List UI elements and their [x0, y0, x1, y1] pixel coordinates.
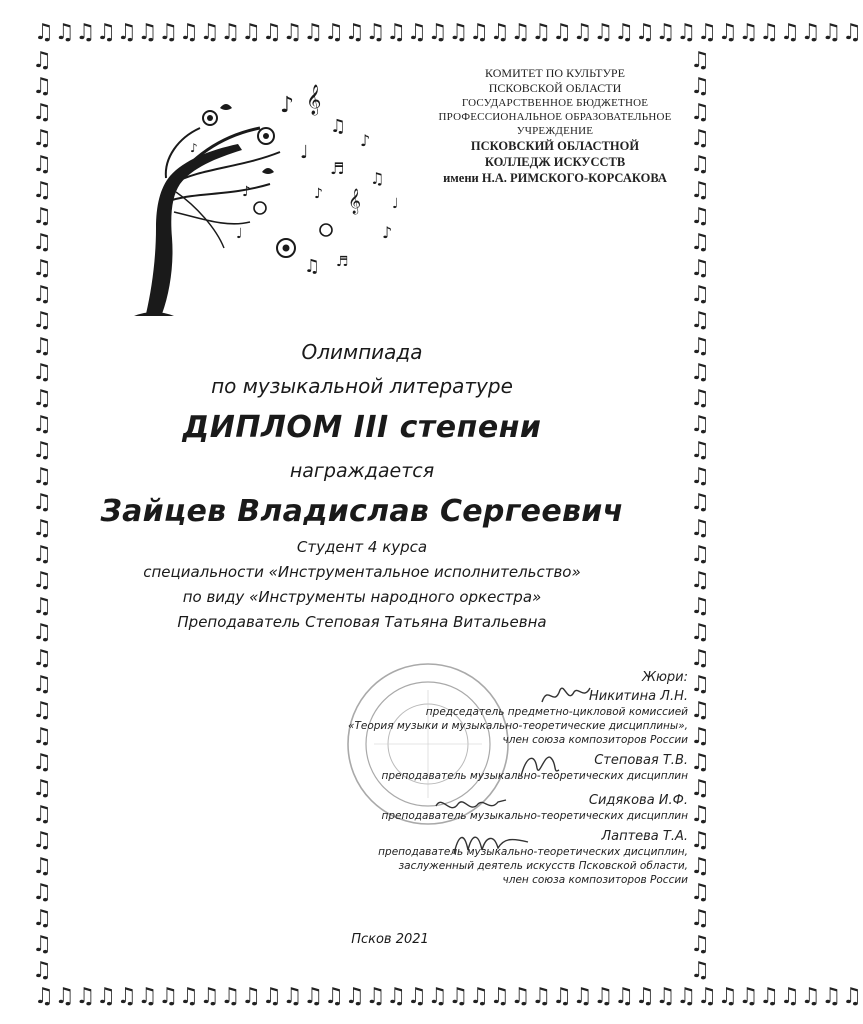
awarded-label: награждается: [289, 460, 435, 482]
svg-text:♪: ♪: [360, 131, 371, 150]
jury-member-role: заслуженный деятель искусств Псковской области,: [398, 860, 688, 872]
svg-text:♩: ♩: [236, 226, 243, 242]
svg-text:♬: ♬: [330, 159, 345, 178]
org-type-2: ПРОФЕССИОНАЛЬНОЕ ОБРАЗОВАТЕЛЬНОЕ: [438, 111, 672, 123]
music-tree-icon: [130, 85, 420, 324]
organization-header: [405, 66, 705, 186]
jury-member-role: преподаватель музыкально-теоретических дисциплин: [381, 810, 688, 822]
org-name-1: ПСКОВСКИЙ ОБЛАСТНОЙ: [470, 139, 640, 153]
jury-member-role: преподаватель музыкально-теоретических дисциплин,: [378, 846, 688, 858]
teacher-line: Преподаватель Степовая Татьяна Витальевна: [177, 613, 547, 631]
svg-text:♫: ♫: [370, 169, 385, 188]
olympiad-subject: по музыкальной литературе: [211, 374, 513, 398]
svg-text:♫: ♫: [304, 256, 321, 277]
border-bottom: ♫♫♫♫♫♫♫♫♫♫♫♫♫♫♫♫♫♫♫♫♫♫♫♫♫♫♫♫♫♫♫♫♫♫♫♫♫♫♫♫: [34, 984, 863, 1009]
olympiad-title: Олимпиада: [301, 340, 423, 364]
jury-member-name: Лаптева Т.А.: [601, 829, 688, 844]
svg-text:♪: ♪: [382, 223, 393, 242]
svg-text:♩: ♩: [300, 142, 309, 163]
svg-text:♬: ♬: [336, 254, 349, 270]
jury-member-name: Никитина Л.Н.: [589, 689, 688, 704]
jury-member-role: «Теория музыки и музыкально-теоретические дисциплины»,: [347, 720, 688, 732]
org-committee: КОМИТЕТ ПО КУЛЬТУРЕ: [485, 66, 625, 80]
org-type-3: УЧРЕЖДЕНИЕ: [516, 125, 594, 137]
jury-member-name: Степовая Т.В.: [594, 753, 688, 768]
svg-text:♪: ♪: [314, 186, 323, 202]
border-right: ♫♫♫♫♫♫♫♫♫♫♫♫♫♫♫♫♫♫♫♫♫♫♫♫♫♫♫♫♫♫♫♫♫♫♫♫: [690, 48, 710, 983]
jury-member-name: Сидякова И.Ф.: [588, 793, 688, 808]
svg-text:𝄞: 𝄞: [306, 85, 322, 115]
svg-text:𝄞: 𝄞: [348, 189, 362, 214]
jury-member-3: [328, 792, 688, 823]
jury-member-role: член союза композиторов России: [502, 874, 688, 886]
svg-text:♪: ♪: [280, 93, 295, 118]
diploma-title: ДИПЛОМ III степени: [182, 410, 542, 445]
jury-member-1: [328, 688, 688, 747]
border-left: ♫♫♫♫♫♫♫♫♫♫♫♫♫♫♫♫♫♫♫♫♫♫♫♫♫♫♫♫♫♫♫♫♫♫♫♫: [32, 48, 52, 983]
svg-text:♪: ♪: [242, 184, 251, 200]
instrument-type-line: по виду «Инструменты народного оркестра»: [182, 588, 542, 606]
svg-text:♫: ♫: [330, 116, 347, 137]
jury-member-role: член союза композиторов России: [502, 734, 688, 746]
jury-member-role: преподаватель музыкально-теоретических дисциплин: [381, 770, 688, 782]
jury-member-role: председатель предметно-цикловой комиссией: [425, 706, 688, 718]
org-region: ПСКОВСКОЙ ОБЛАСТИ: [488, 81, 622, 95]
org-name-3: имени Н.А. РИМСКОГО-КОРСАКОВА: [443, 171, 667, 185]
org-name-2: КОЛЛЕДЖ ИСКУССТВ: [484, 155, 626, 169]
recipient-name: Зайцев Владислав Сергеевич: [100, 494, 624, 529]
svg-text:♪: ♪: [190, 141, 198, 155]
jury-label: Жюри:: [641, 670, 688, 685]
city-year: Псков 2021: [351, 932, 429, 947]
specialty-line: специальности «Инструментальное исполнительство»: [143, 563, 581, 581]
jury-member-4: [328, 828, 688, 887]
svg-text:♩: ♩: [392, 196, 399, 212]
student-course: Студент 4 курса: [296, 538, 428, 556]
jury-member-2: [328, 752, 688, 783]
org-type-1: ГОСУДАРСТВЕННОЕ БЮДЖЕТНОЕ: [461, 97, 649, 109]
border-top: ♫♫♫♫♫♫♫♫♫♫♫♫♫♫♫♫♫♫♫♫♫♫♫♫♫♫♫♫♫♫♫♫♫♫♫♫♫♫♫♫: [34, 20, 863, 45]
